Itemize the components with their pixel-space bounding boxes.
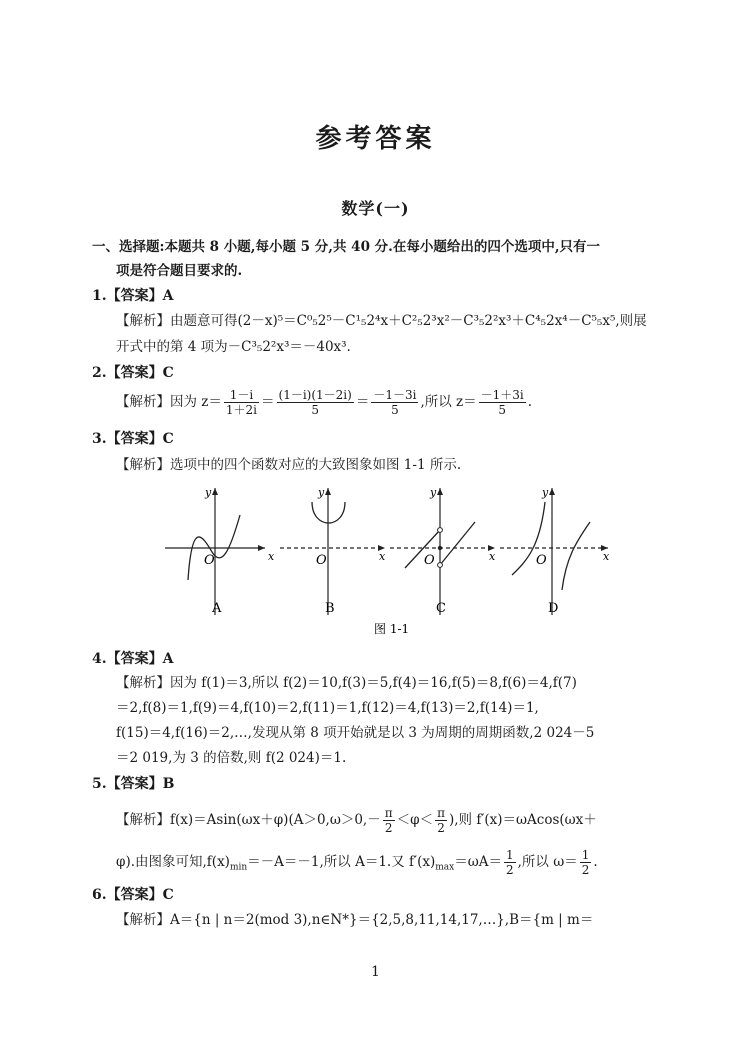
q3-analysis: 【解析】选项中的四个函数对应的大致图象如图 1-1 所示. xyxy=(116,457,462,473)
q6-analysis-line1: 【解析】A＝{n | n＝2(mod 3),n∈N*}＝{2,5,8,11,14,17,…},B＝{m | m＝ xyxy=(116,912,594,928)
section-heading-line1: 一、选择题:本题共 8 小题,每小题 5 分,共 40 分.在每小题给出的四个选项中,只有一 xyxy=(92,239,601,255)
q5-pi-over-2-left xyxy=(383,806,395,835)
q1-analysis-line1: 【解析】由题意可得(2－x)⁵＝C⁰₅2⁵－C¹₅2⁴x＋C²₅2³x²－C³₅2²x³＋C⁴₅2x⁴－C⁵₅x⁵,则展 xyxy=(116,313,647,329)
graph-c-y-arrow xyxy=(437,488,443,495)
q6-answer: 6.【答案】C xyxy=(92,887,174,903)
q1-analysis-line2: 开式中的第 4 项为－C³₅2²x³＝－40x³. xyxy=(116,339,351,355)
q2-fraction-3-den: 5 xyxy=(391,403,399,417)
graph-b-y-label: y xyxy=(318,486,325,499)
graph-a-origin: O xyxy=(204,553,215,568)
q1-answer: 1.【答案】A xyxy=(92,288,174,304)
q2-fraction-2-den: 5 xyxy=(311,403,319,417)
q5-analysis-line2 xyxy=(116,848,598,879)
graph-c-left-branch xyxy=(405,530,440,568)
graph-a xyxy=(165,486,275,616)
q5-line1-mid: ＜φ＜ xyxy=(396,812,434,828)
q2-eq-2: ＝ xyxy=(355,394,370,410)
graph-c-right-branch xyxy=(440,522,475,565)
graph-a-x-label: x xyxy=(268,550,275,563)
q2-fraction-1 xyxy=(224,388,259,417)
q5-line1-suffix: ),则 f′(x)＝ωAcos(ωx＋ xyxy=(448,812,597,828)
q2-mid: ,所以 z＝ xyxy=(420,394,477,410)
q5-pi-over-2-right xyxy=(435,806,447,835)
q5-half-1-den: 2 xyxy=(505,863,514,877)
graph-a-label: A xyxy=(212,601,222,616)
q2-fraction-4 xyxy=(479,388,526,417)
q5-half-2-den: 2 xyxy=(581,863,590,877)
graph-b-label: B xyxy=(325,601,335,616)
q2-eq-1: ＝ xyxy=(261,394,275,410)
q5-line2-suffix: . xyxy=(593,854,598,870)
q5-half-1 xyxy=(504,848,516,877)
graph-b-y-arrow xyxy=(325,488,331,495)
graph-d-y-arrow xyxy=(549,488,555,495)
q3-function-graphs-figure xyxy=(160,480,620,640)
q5-line2-prefix: φ).由图象可知,f(x) xyxy=(116,854,230,870)
q5-line1-prefix: 【解析】f(x)＝Asin(ωx＋φ)(A＞0,ω＞0,－ xyxy=(116,812,381,828)
graph-c xyxy=(390,486,496,616)
graph-c-y-label: y xyxy=(430,486,437,499)
q5-half-2 xyxy=(580,848,592,877)
q5-two-right: 2 xyxy=(437,821,445,835)
graph-d-right-branch xyxy=(562,522,590,590)
graph-d-label: D xyxy=(548,601,559,616)
q5-two-left: 2 xyxy=(384,821,393,835)
q2-fraction-2-num: (1－i)(1－2i) xyxy=(278,388,352,402)
q2-fraction-2 xyxy=(277,388,354,417)
q2-fraction-4-den: 5 xyxy=(498,403,507,417)
q5-pi-right: π xyxy=(437,806,445,820)
q5-line2-mid3: ,所以 ω＝ xyxy=(517,854,578,870)
q2-answer: 2.【答案】C xyxy=(92,365,174,381)
graph-d xyxy=(500,486,610,616)
q5-answer: 5.【答案】B xyxy=(92,776,175,792)
graph-d-x-label: x xyxy=(603,550,610,563)
graph-c-open-point-bottom xyxy=(438,563,443,568)
q4-answer: 4.【答案】A xyxy=(92,651,174,667)
figure-caption: 图 1-1 xyxy=(374,622,410,636)
q2-fraction-1-den: 1＋2i xyxy=(225,403,258,417)
graph-d-y-label: y xyxy=(542,486,549,499)
q4-analysis-line2: ＝2,f(8)＝1,f(9)＝4,f(10)＝2,f(11)＝1,f(12)＝4,f(13)＝2,f(14)＝1, xyxy=(116,700,539,716)
graph-c-open-point-top xyxy=(438,528,443,533)
graph-a-x-arrow xyxy=(258,545,265,551)
q5-max-subscript: max xyxy=(435,862,455,873)
graph-b xyxy=(280,486,386,616)
q2-analysis xyxy=(116,388,532,417)
page-number: 1 xyxy=(371,964,380,980)
section-subtitle: 数学(一) xyxy=(341,199,410,218)
q2-prefix: 【解析】因为 z＝ xyxy=(116,394,222,410)
q5-analysis-line1 xyxy=(116,806,597,835)
graph-c-solid-point xyxy=(438,546,442,550)
graph-c-origin: O xyxy=(424,553,435,568)
q5-line2-mid: ＝－A＝－1,所以 A＝1.又 f′(x) xyxy=(247,854,436,870)
q2-suffix: . xyxy=(527,394,533,410)
q2-fraction-4-num: －1＋3i xyxy=(480,388,524,402)
q2-fraction-3 xyxy=(371,388,418,417)
q5-line2-mid2: ＝ωA＝ xyxy=(454,854,502,870)
q5-half-2-num: 1 xyxy=(581,848,590,862)
graph-b-x-label: x xyxy=(379,550,386,563)
q4-analysis-line3: f(15)＝4,f(16)＝2,…,发现从第 8 项开始就是以 3 为周期的周期函数,2 024－5 xyxy=(116,725,595,741)
graph-a-y-label: y xyxy=(205,486,212,499)
q4-analysis-line4: ＝2 019,为 3 的倍数,则 f(2 024)＝1. xyxy=(116,750,347,766)
page-title: 参考答案 xyxy=(315,124,436,154)
graph-a-y-arrow xyxy=(212,488,218,495)
q5-pi-left: π xyxy=(384,806,393,820)
graph-c-x-label: x xyxy=(489,550,496,563)
q3-answer: 3.【答案】C xyxy=(92,431,174,447)
graph-c-label: C xyxy=(436,601,446,616)
q2-fraction-3-num: －1－3i xyxy=(373,388,417,402)
q5-min-subscript: min xyxy=(229,862,248,873)
q5-half-1-num: 1 xyxy=(505,848,514,862)
q4-analysis-line1: 【解析】因为 f(1)＝3,所以 f(2)＝10,f(3)＝5,f(4)＝16,f(5)＝8,f(6)＝4,f(7) xyxy=(116,675,577,691)
q2-fraction-1-num: 1－i xyxy=(224,388,259,403)
graph-b-origin: O xyxy=(316,553,327,568)
section-heading-line2: 项是符合题目要求的. xyxy=(116,263,243,279)
graph-d-origin: O xyxy=(536,553,547,568)
